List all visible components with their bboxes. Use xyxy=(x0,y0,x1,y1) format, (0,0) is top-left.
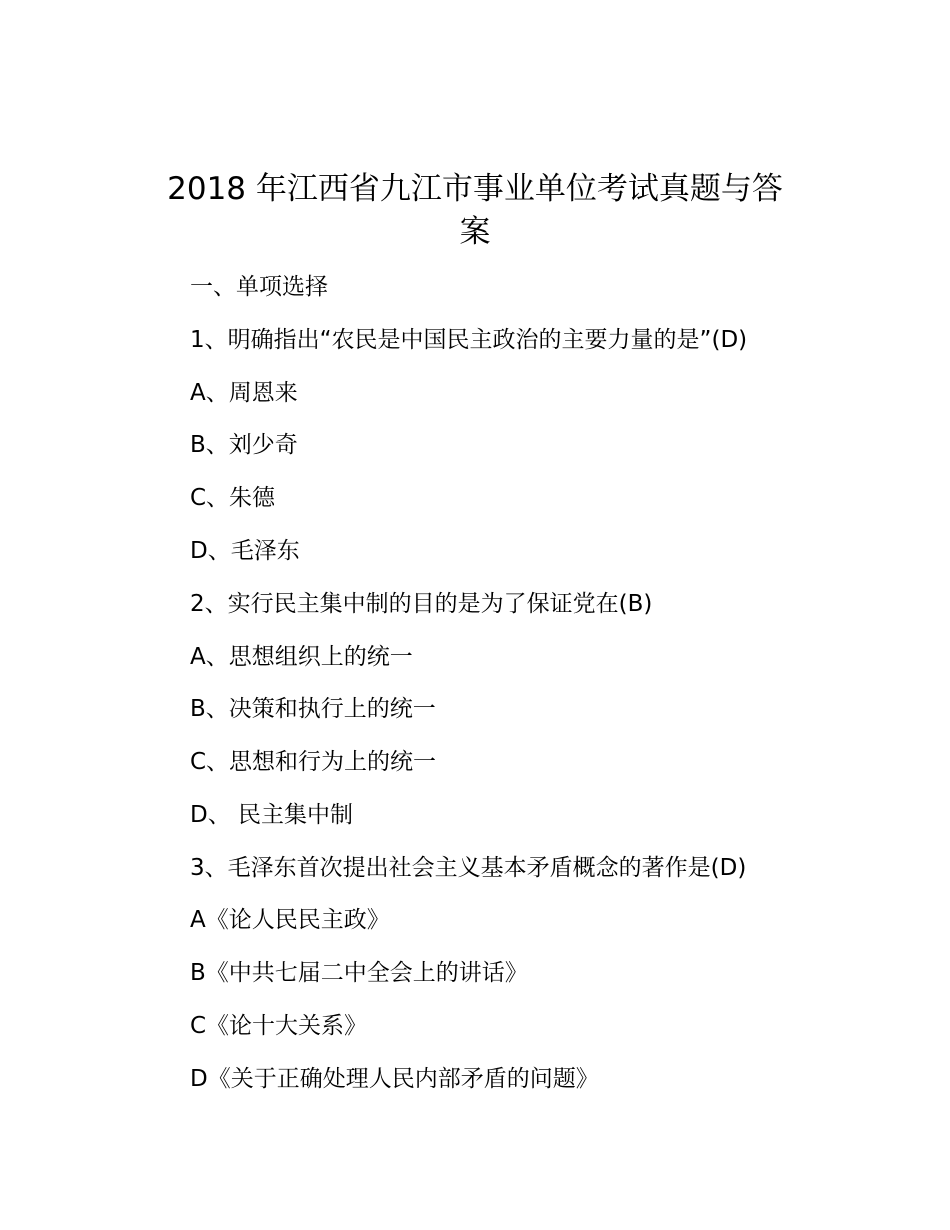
question-2-stem: 2、实行民主集中制的目的是为了保证党在(B) xyxy=(190,591,653,617)
question-3-stem: 3、毛泽东首次提出社会主义基本矛盾概念的著作是(D) xyxy=(190,855,747,881)
question-1-option-b: B、刘少奇 xyxy=(190,432,298,458)
document-title xyxy=(130,168,820,254)
title-line-2: 案 xyxy=(459,214,491,250)
section-heading: 一、单项选择 xyxy=(190,274,328,300)
question-3-option-b: B《中共七届二中全会上的讲话》 xyxy=(190,960,528,986)
question-1-option-d: D、毛泽东 xyxy=(190,538,300,564)
question-2-option-d: D、 民主集中制 xyxy=(190,802,354,828)
question-2-option-c: C、思想和行为上的统一 xyxy=(190,749,437,775)
question-1-option-a: A、周恩来 xyxy=(190,380,298,406)
title-line-1: 2018 年江西省九江市事业单位考试真题与答 xyxy=(167,171,783,207)
question-2-option-a: A、思想组织上的统一 xyxy=(190,644,413,670)
question-3-option-a: A《论人民民主政》 xyxy=(190,907,390,933)
question-3-option-c: C《论十大关系》 xyxy=(190,1013,368,1039)
question-2-option-b: B、决策和执行上的统一 xyxy=(190,696,436,722)
question-1-option-c: C、朱德 xyxy=(190,485,276,511)
question-3-option-d: D《关于正确处理人民内部矛盾的问题》 xyxy=(190,1066,599,1092)
question-1-stem: 1、明确指出“农民是中国民主政治的主要力量的是”(D) xyxy=(190,327,748,353)
